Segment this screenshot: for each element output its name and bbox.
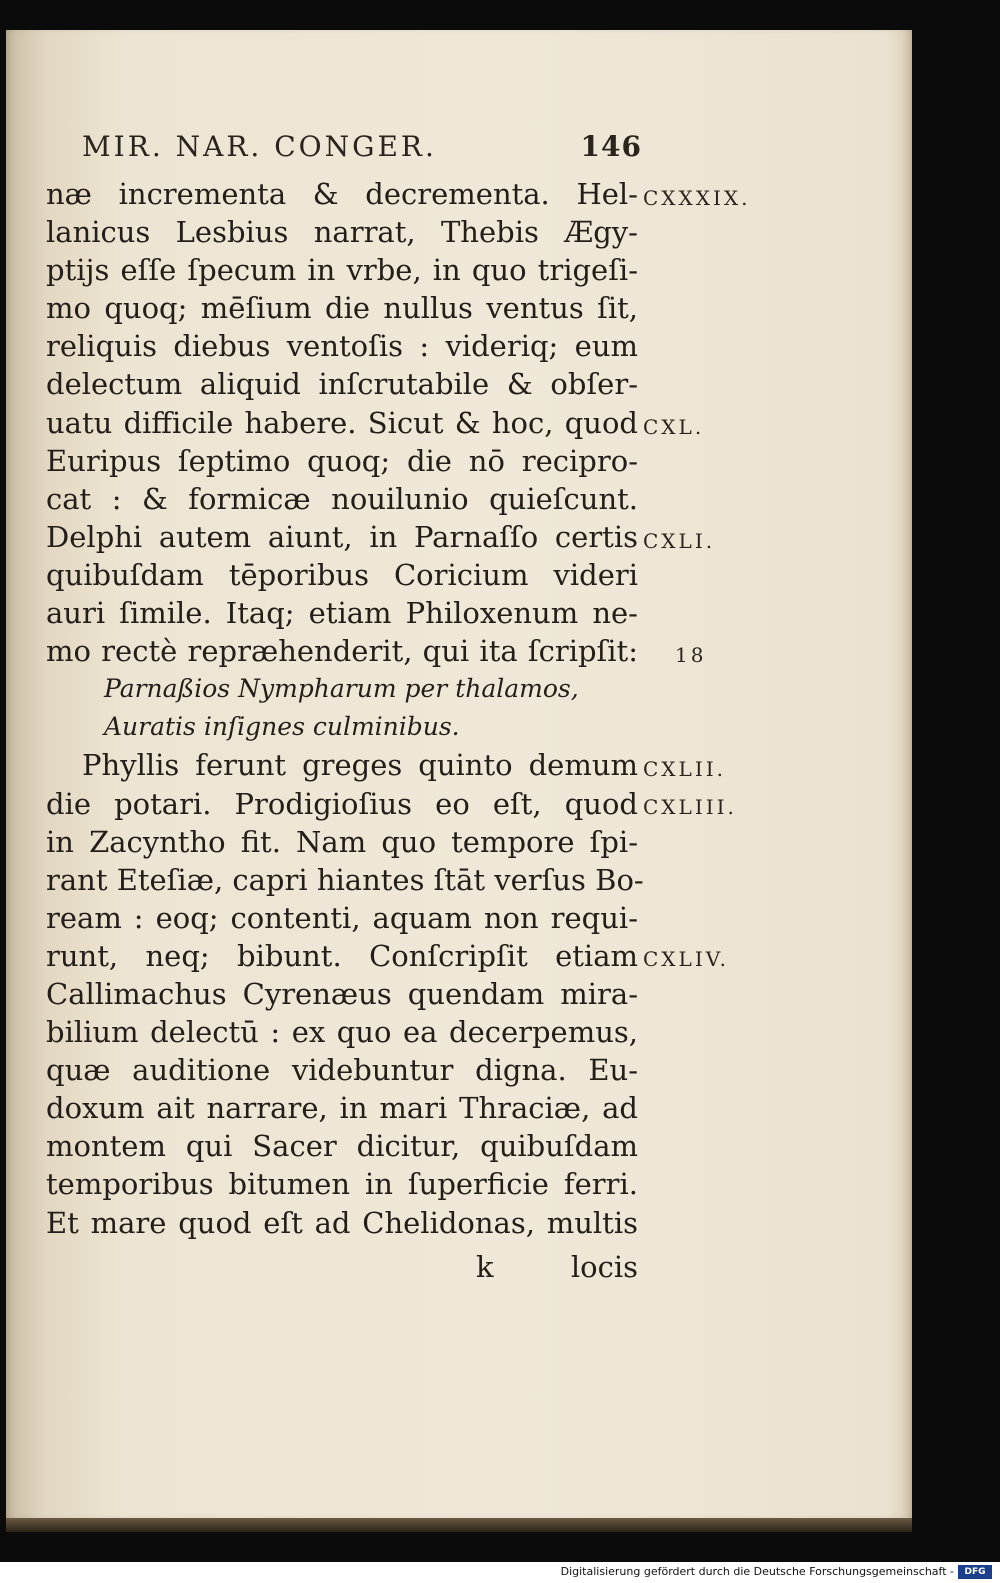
credit-bar	[0, 1562, 1000, 1583]
credit-text: Digitalisierung gefördert durch die Deutsche Forschungsgemeinschaft -	[560, 1565, 954, 1578]
text-line: temporibus bitumen in ſuperficie ferri.	[46, 1167, 638, 1202]
text-line: cat : & formicæ nouilunio quieſcunt.	[46, 481, 638, 516]
text-line: rant Eteſiæ, capri hiantes ſtāt verſus Bo-	[46, 862, 644, 897]
text-line: runt, neq; bibunt. Conſcripſit etiam	[46, 938, 638, 973]
text-line: quibuſdam tēporibus Coricium videri	[46, 557, 638, 592]
text-line: bilium delectū : ex quo ea decerpemus,	[46, 1015, 638, 1050]
margin-note: CXLI.	[643, 529, 716, 553]
text-line: Euripus ſeptimo quoq; die nō recipro-	[46, 443, 638, 478]
running-title: MIR. NAR. CONGER.	[82, 130, 437, 163]
catchword: locis	[570, 1250, 638, 1284]
text-line: in Zacyntho fit. Nam quo tempore ſpi-	[46, 824, 638, 859]
verse-line: Auratis inſignes culminibus.	[104, 712, 460, 742]
margin-note: CXL.	[643, 415, 705, 439]
margin-note: CXLII.	[643, 757, 726, 781]
text-line: uatu difficile habere. Sicut & hoc, quod	[46, 405, 638, 440]
margin-note: CXLIII.	[643, 795, 737, 819]
text-line: næ incrementa & decrementa. Hel-	[46, 177, 638, 211]
text-line: doxum ait narrare, in mari Thraciæ, ad	[46, 1091, 638, 1126]
text-line: Delphi autem aiunt, in Parnaſſo certis	[46, 519, 638, 554]
text-line: mo quoq; mēſium die nullus ventus ſit,	[46, 291, 638, 326]
text-line: Et mare quod eſt ad Chelidonas, multis	[46, 1205, 638, 1240]
text-line: mo rectè repræhenderit, qui ita ſcripſit:	[46, 634, 638, 669]
text-line: montem qui Sacer dicitur, quibuſdam	[46, 1129, 638, 1164]
text-line: auri ſimile. Itaq; etiam Philoxenum ne-	[46, 596, 638, 631]
text-line: ptijs eſſe ſpecum in vrbe, in quo trigeſi-	[46, 253, 638, 288]
text-line: die potari. Prodigioſius eo eſt, quod	[46, 786, 638, 821]
text-line: Phyllis ferunt greges quinto demum	[82, 748, 638, 783]
text-line: lanicus Lesbius narrat, Thebis Ægy-	[46, 215, 638, 250]
verse-line: Parnaßios Nympharum per thalamos,	[104, 674, 579, 704]
page-header	[82, 130, 642, 174]
text-line: ream : eoq; contenti, aquam non requi-	[46, 900, 638, 935]
margin-note: CXXXIX.	[643, 186, 751, 210]
page-edge-shadow	[6, 1518, 912, 1532]
dfg-logo: DFG	[958, 1565, 992, 1579]
text-line: reliquis diebus ventoſis : videriq; eum	[46, 329, 638, 364]
text-line: quæ auditione videbuntur digna. Eu-	[46, 1053, 638, 1088]
margin-note: 18	[675, 643, 707, 667]
signature-mark: k	[476, 1250, 494, 1284]
text-line: delectum aliquid inſcrutabile & obſer-	[46, 367, 638, 402]
margin-note: CXLIV.	[643, 947, 730, 971]
page-footer	[46, 1250, 638, 1290]
body-text	[46, 175, 644, 1242]
page-number: 146	[580, 130, 642, 163]
text-line: Callimachus Cyrenæus quendam mira-	[46, 976, 638, 1011]
